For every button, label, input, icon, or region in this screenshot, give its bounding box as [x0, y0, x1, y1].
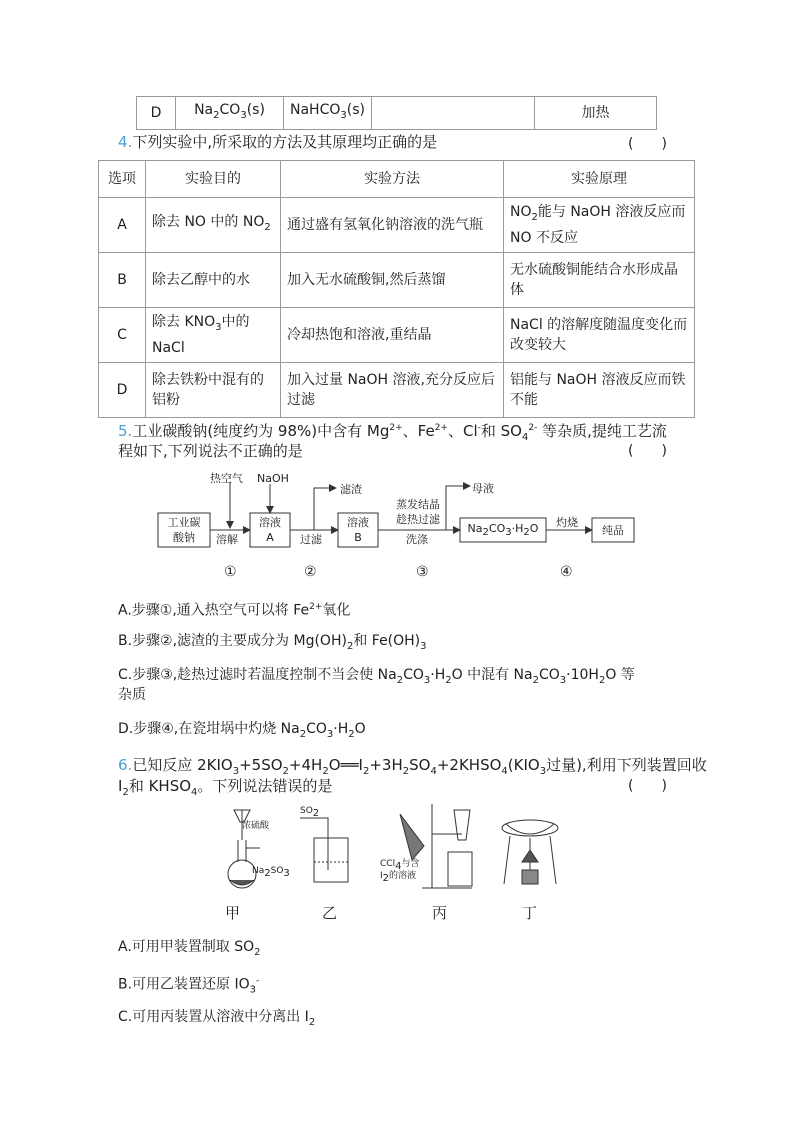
- q4-row-c-principle: NaCl 的溶解度随温度变化而改变较大: [504, 308, 695, 363]
- q5-stem-line2: 程如下,下列说法不正确的是: [118, 442, 303, 460]
- q4-header-principle: 实验原理: [504, 161, 695, 198]
- flow-box-4-label: $Na_2CO_3\cdot H_2O$: [467, 522, 539, 539]
- q4-row-d-option: D: [99, 363, 146, 418]
- flow-evap: 蒸发结晶: [396, 498, 440, 511]
- flow-naoh: NaOH: [257, 472, 289, 485]
- q4-header-purpose: 实验目的: [146, 161, 281, 198]
- q4-row-a-option: A: [99, 198, 146, 253]
- q5-option-a: A.步骤①,通入热空气可以将 $Fe^{2+}$氧化: [118, 602, 351, 619]
- app-label-ccl4: CCl$_4$与含: [380, 859, 420, 872]
- q4-row-c-option: C: [99, 308, 146, 363]
- q3-cell-2: NaHCO$_3$(s): [284, 97, 372, 130]
- flow-hot-air: 热空气: [210, 472, 243, 485]
- q5-option-c: C.步骤③,趁热过滤时若温度控制不当会使 $Na_2CO_3\cdot H_2O$ 中混有 $Na_2CO_3\cdot 10H_2O$ 等: [118, 667, 635, 686]
- q5-paren: ( ): [628, 443, 667, 459]
- q4-header-option: 选项: [99, 161, 146, 198]
- app-label-acid: 浓硫酸: [242, 821, 270, 831]
- flow-wash: 洗涤: [406, 533, 428, 546]
- q6-number: 6.: [118, 756, 133, 774]
- q3-table: [136, 96, 657, 130]
- app-label-so2: $SO_2$: [300, 806, 320, 819]
- q6-option-a: A.可用甲装置制取 $SO_2$: [118, 939, 261, 958]
- q5-option-c-cont: 杂质: [118, 687, 146, 703]
- q4-row-b-option: B: [99, 253, 146, 308]
- q4-row-c-method: 冷却热饱和溶液,重结晶: [281, 308, 504, 363]
- q4-row-a-method: 通过盛有氢氧化钠溶液的洗气瓶: [281, 198, 504, 253]
- q4-table: [98, 160, 695, 418]
- q4-number: 4.: [118, 133, 133, 151]
- apparatus-ding: [502, 820, 558, 884]
- q4-row-a-principle: $NO_2$能与 NaOH 溶液反应而 NO 不反应: [504, 198, 695, 253]
- q4-stem: [118, 131, 437, 152]
- flow-step-4: ④: [560, 564, 573, 580]
- q4-stem-text: 下列实验中,所采取的方法及其原理均正确的是: [132, 133, 438, 151]
- flow-filter: 过滤: [300, 533, 322, 546]
- caption-bing: 丙: [432, 904, 448, 922]
- q4-row-d-purpose: 除去铁粉中混有的铝粉: [146, 363, 281, 418]
- q6-paren: ( ): [628, 778, 667, 794]
- flow-step-1: ①: [224, 564, 237, 580]
- flow-box-5-label: 纯品: [602, 524, 624, 537]
- flow-box-3-label: 溶液 B: [347, 516, 369, 544]
- q5-option-b: B.步骤②,滤渣的主要成分为 $Mg(OH)_2$和 $Fe(OH)_3$: [118, 633, 427, 652]
- app-label-i2sol: $I_2$的溶液: [380, 871, 417, 884]
- flow-burn: 灼烧: [556, 516, 578, 529]
- flow-residue: 滤渣: [340, 483, 362, 496]
- q6-stem-line2: $I_2$和 $KHSO_4$。下列说法错误的是: [118, 777, 333, 798]
- flow-dissolve: 溶解: [216, 533, 238, 546]
- q3-cell-1: $Na_2CO_3(s)$: [176, 97, 284, 130]
- q4-row-a-purpose: 除去 NO 中的 $NO_2$: [146, 198, 281, 253]
- flow-box-2-label: 溶液 A: [259, 516, 281, 544]
- q4-row-b-method: 加入无水硫酸铜,然后蒸馏: [281, 253, 504, 308]
- app-label-na2so3: $Na_2SO_3$: [252, 866, 290, 879]
- q6-option-b: B.可用乙装置还原 $IO_3^-$: [118, 976, 260, 996]
- apparatus-yi: [300, 818, 348, 882]
- q3-cell-4: 加热: [534, 97, 656, 130]
- q6-stem-line1: 6.已知反应 $2KIO_3+5SO_2+4H_2O══I_2+3H_2SO_4+2KHSO_4(KIO_3$过量),利用下列装置回收: [118, 756, 707, 777]
- q4-paren: ( ): [628, 136, 667, 152]
- q4-row-c-purpose: 除去 $KNO_3$中的 NaCl: [146, 308, 281, 363]
- q4-row-b-principle: 无水硫酸铜能结合水形成晶体: [504, 253, 695, 308]
- flow-mother: 母液: [472, 482, 494, 495]
- caption-jia: 甲: [225, 904, 241, 922]
- flow-step-2: ②: [304, 564, 317, 580]
- q5-stem-line1: 5.工业碳酸钠(纯度约为 98%)中含有 $Mg^{2+}$、$Fe^{2+}$、Cl-和 $SO_4^{2-}$ 等杂质,提纯工艺流: [118, 422, 667, 443]
- flow-box-1-label: 工业碳 酸钠: [167, 516, 201, 544]
- q3-cell-3: [371, 97, 534, 130]
- caption-ding: 丁: [522, 904, 538, 922]
- caption-yi: 乙: [322, 904, 338, 922]
- q6-option-c: C.可用丙装置从溶液中分离出 $I_2$: [118, 1009, 316, 1028]
- q4-row-b-purpose: 除去乙醇中的水: [146, 253, 281, 308]
- q3-cell-letter: D: [137, 97, 176, 130]
- q4-header-method: 实验方法: [281, 161, 504, 198]
- q4-row-d-method: 加入过量 NaOH 溶液,充分反应后过滤: [281, 363, 504, 418]
- flow-hotfilter: 趁热过滤: [396, 513, 440, 526]
- flow-step-3: ③: [416, 564, 429, 580]
- q4-row-d-principle: 铝能与 NaOH 溶液反应而铁不能: [504, 363, 695, 418]
- q5-number: 5.: [118, 422, 133, 440]
- q5-option-d: D.步骤④,在瓷坩埚中灼烧 $Na_2CO_3\cdot H_2O$: [118, 721, 366, 740]
